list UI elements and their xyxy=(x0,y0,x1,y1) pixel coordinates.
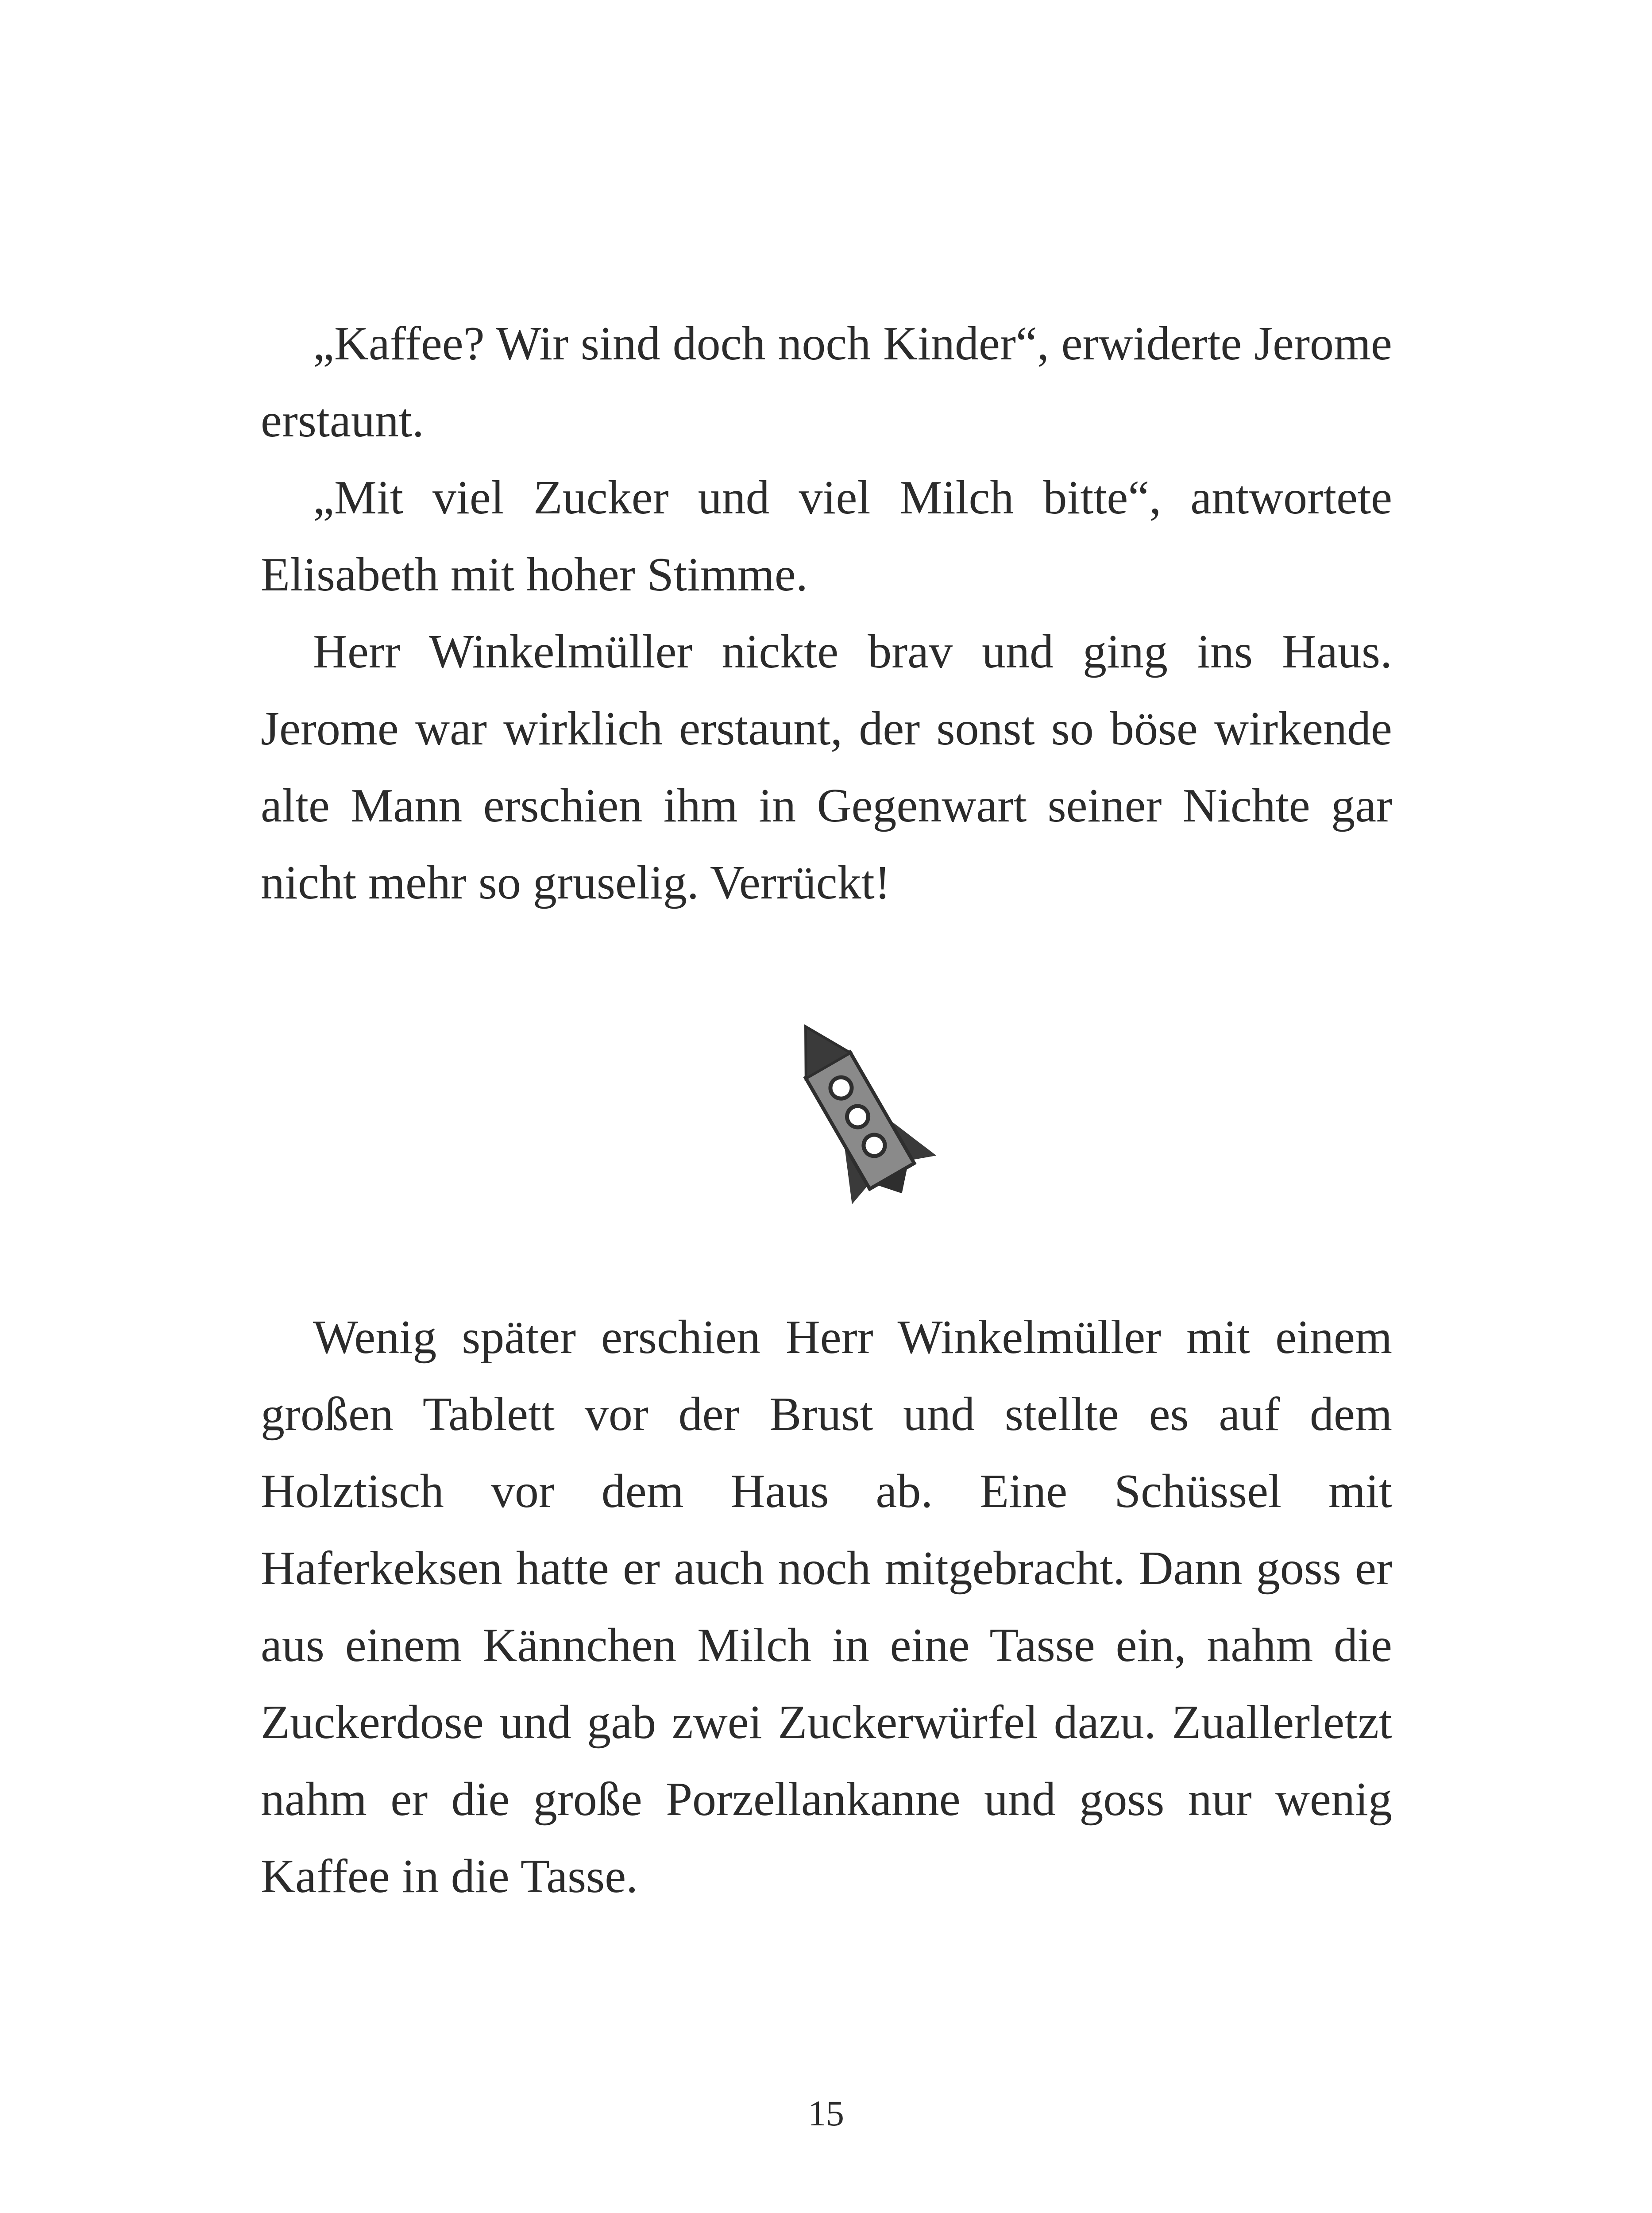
paragraph: Wenig später erschien Herr Winkelmüller mit einem großen Tablett vor der Brust und stellte es auf dem Holztisch vor dem Haus ab. Eine Schüssel mit Haferkeksen hatte er auch noch mitgebracht. Dann goss er aus einem Kännchen Milch in eine Tasse ein, nahm die Zuckerdose und gab zwei Zuckerwürfel dazu. Zuallerletzt nahm er die große Porzellankanne und goss nur wenig Kaffee in die Tasse. xyxy=(261,1311,1392,1903)
text-block-bottom xyxy=(261,1299,1392,1915)
paragraph: Herr Winkelmüller nickte brav und ging ins Haus. Jerome war wirklich erstaunt, der sonst so böse wirkende alte Mann erschien ihm in Gegenwart seiner Nichte gar nicht mehr so gruselig. Verrückt! xyxy=(261,625,1392,909)
paragraph: „Mit viel Zucker und viel Milch bitte“, antwortete Elisabeth mit hoher Stimme. xyxy=(261,471,1392,601)
rocket-icon xyxy=(770,1005,938,1217)
paragraph: „Kaffee? Wir sind doch noch Kinder“, erwiderte Jerome erstaunt. xyxy=(261,317,1392,447)
text-block-top xyxy=(261,305,1392,921)
page-number: 15 xyxy=(808,2093,844,2133)
